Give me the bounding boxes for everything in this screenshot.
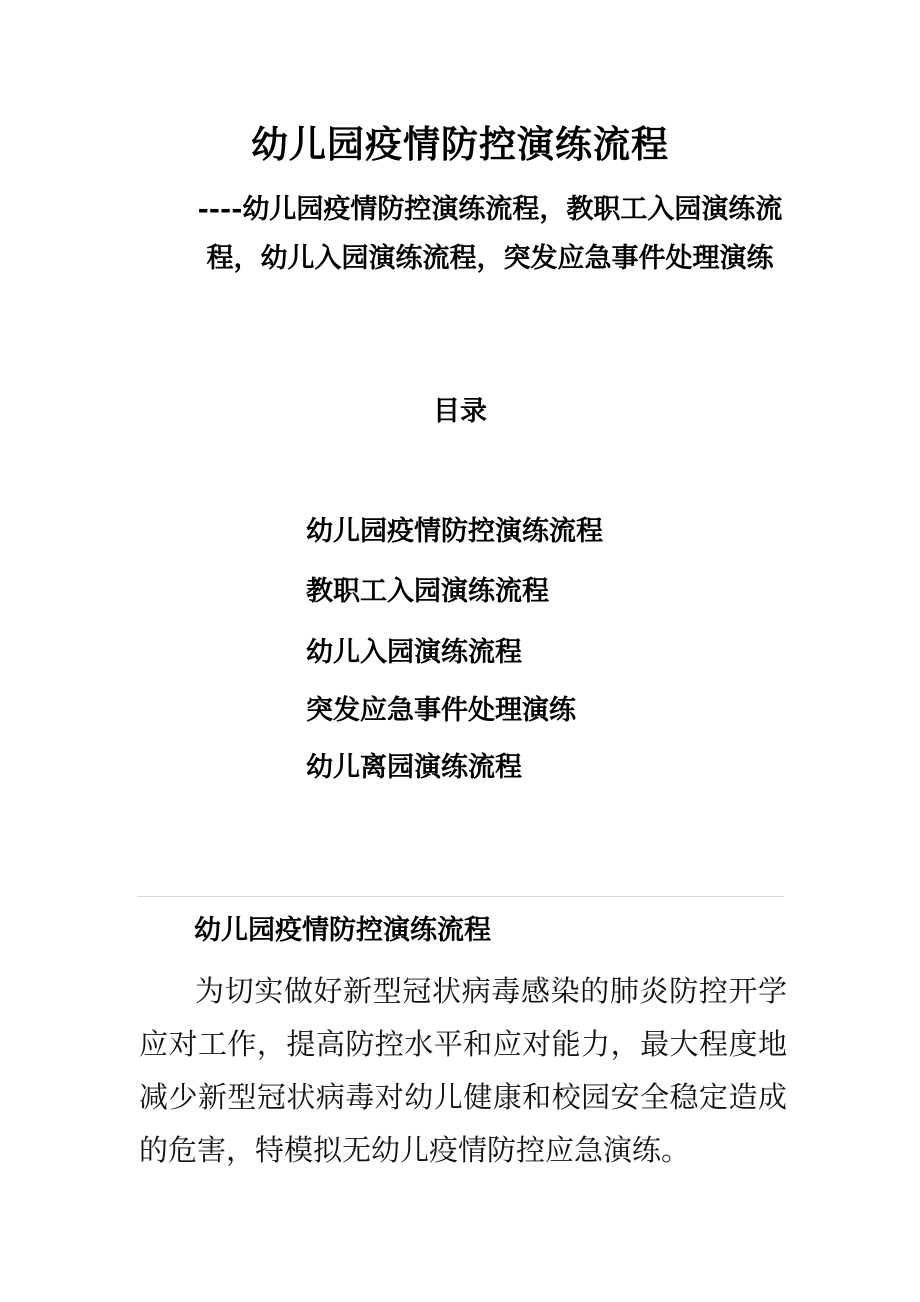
toc-heading: 目录 [433, 396, 487, 427]
document-subtitle: ----幼儿园疫情防控演练流程，教职工入园演练流程，幼儿入园演练流程，突发应急事件处理演练 [197, 194, 783, 274]
section-divider [137, 896, 784, 897]
toc-item-staff-entry[interactable]: 教职工入园演练流程 [306, 576, 549, 607]
toc-item-child-departure[interactable]: 幼儿离园演练流程 [306, 752, 522, 783]
toc-item-emergency[interactable]: 突发应急事件处理演练 [306, 695, 576, 726]
toc-item-epidemic-drill[interactable]: 幼儿园疫情防控演练流程 [306, 516, 603, 547]
section-heading: 幼儿园疫情防控演练流程 [194, 915, 491, 946]
document-title: 幼儿园疫情防控演练流程 [251, 122, 669, 166]
body-paragraph: 为切实做好新型冠状病毒感染的肺炎防控开学应对工作，提高防控水平和应对能力，最大程度地减少新型冠状病毒对幼儿健康和校园安全稳定造成的危害，特模拟无幼儿疫情防控应急演练。 [139, 974, 787, 1167]
toc-item-child-entry[interactable]: 幼儿入园演练流程 [306, 637, 522, 668]
